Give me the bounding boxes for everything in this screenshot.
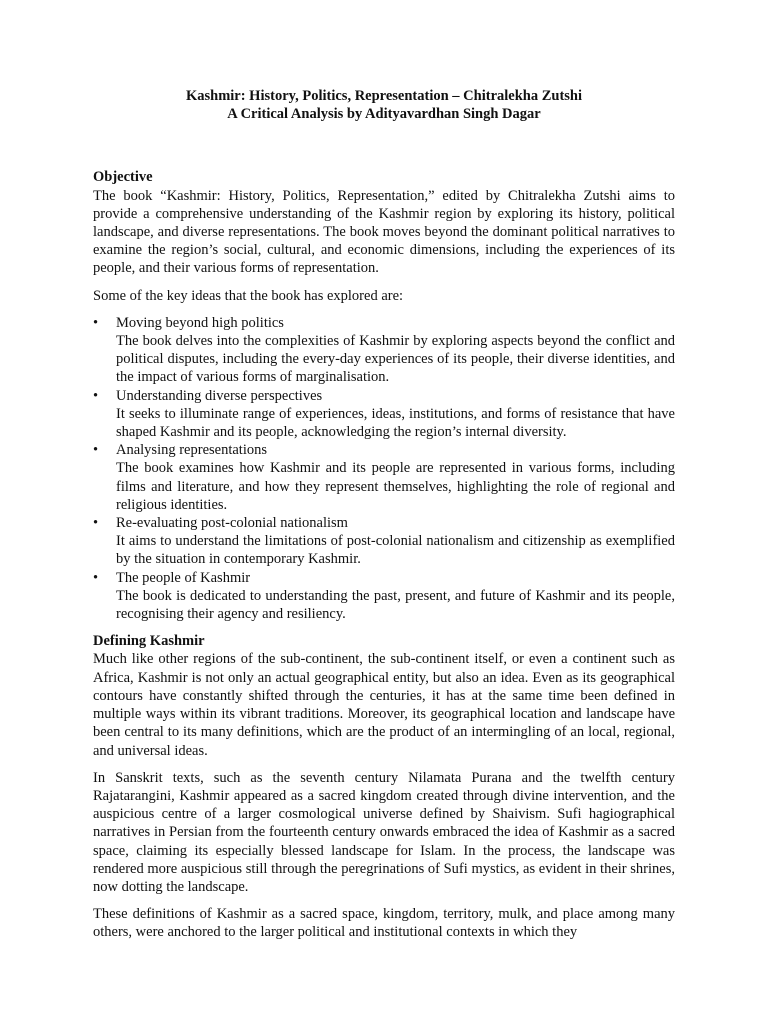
objective-paragraph: The book “Kashmir: History, Politics, Representation,” edited by Chitralekha Zutshi aims to provide a comprehensive understanding of the Kashmir region by exploring its history, political landscape, and diverse representations. The book moves beyond the dominant political narratives to examine the region’s social, cultural, and economic dimensions, including the experiences of its people, and their various forms of representation. [93,187,675,277]
list-item [93,514,675,569]
key-ideas-list [93,314,675,623]
body-paragraph: Much like other regions of the sub-continent, the sub-continent itself, or even a continent such as Africa, Kashmir is not only an actual geographical entity, but also an idea. Even as its geographical contours have constantly shifted through the centuries, it has at the same time been defined in multiple ways within its vibrant traditions. Moreover, its geographical location and landscape have been central to its many definitions, which are the product of an intermingling of an local, regional, and universal ideas. [93,651,675,759]
bullet-icon: • [93,569,99,586]
key-idea-heading: Moving beyond high politics [116,314,284,331]
list-item [93,569,675,624]
document-title [93,87,675,123]
list-item [93,387,675,442]
key-idea-heading: The people of Kashmir [116,569,251,586]
body-paragraph: These definitions of Kashmir as a sacred space, kingdom, territory, mulk, and place among many others, were anchored to the larger political and institutional contexts in which they [93,906,675,941]
bullet-icon: • [93,442,99,459]
bullet-icon: • [93,387,99,404]
objective-section [93,168,675,623]
key-idea-body: It seeks to illuminate range of experiences, ideas, institutions, and forms of resistance that have shaped Kashmir and its people, acknowledging the region’s internal diversity. [116,405,675,441]
key-idea-body: The book is dedicated to understanding the past, present, and future of Kashmir and its people, recognising their agency and resiliency. [116,587,675,623]
defining-kashmir-heading: Defining Kashmir [93,633,205,650]
key-idea-heading: Re-evaluating post-colonial nationalism [116,515,348,532]
objective-heading: Objective [93,169,153,186]
key-idea-heading: Understanding diverse perspectives [116,387,323,404]
title-line-1: Kashmir: History, Politics, Representation – Chitralekha Zutshi [185,88,583,104]
list-item [93,314,675,387]
bullet-icon: • [93,515,99,532]
key-idea-body: It aims to understand the limitations of post-colonial nationalism and citizenship as exemplified by the situation in contemporary Kashmir. [116,533,675,568]
title-line-2: A Critical Analysis by Adityavardhan Singh Dagar [227,106,541,123]
defining-kashmir-section [93,632,675,941]
bullet-icon: • [93,314,99,331]
key-idea-body: The book examines how Kashmir and its people are represented in various forms, including films and literature, and how they represent themselves, highlighting the role of regional and religious identities. [116,460,675,513]
key-idea-heading: Analysing representations [116,442,268,459]
document-page [93,87,675,951]
key-idea-body: The book delves into the complexities of Kashmir by exploring aspects beyond the conflict and political disputes, including the every-day experiences of its people, their diverse identities, and the impact of various forms of marginalisation. [116,333,675,386]
body-paragraph: In Sanskrit texts, such as the seventh century Nilamata Purana and the twelfth century Rajatarangini, Kashmir appeared as a sacred kingdom created through divine intervention, and the auspicious centre of a larger cosmological universe defined by Shaivism. Sufi hagiographical narratives in Persian from the fourteenth century onwards embraced the idea of Kashmir as a sacred space, claiming its especially blessed landscape for Islam. In the process, the landscape was rendered more auspicious still through the peregrinations of Sufi mystics, as evident in their shrines, now dotting the landscape. [93,769,675,895]
key-ideas-intro: Some of the key ideas that the book has explored are: [93,287,404,304]
list-item [93,441,675,514]
